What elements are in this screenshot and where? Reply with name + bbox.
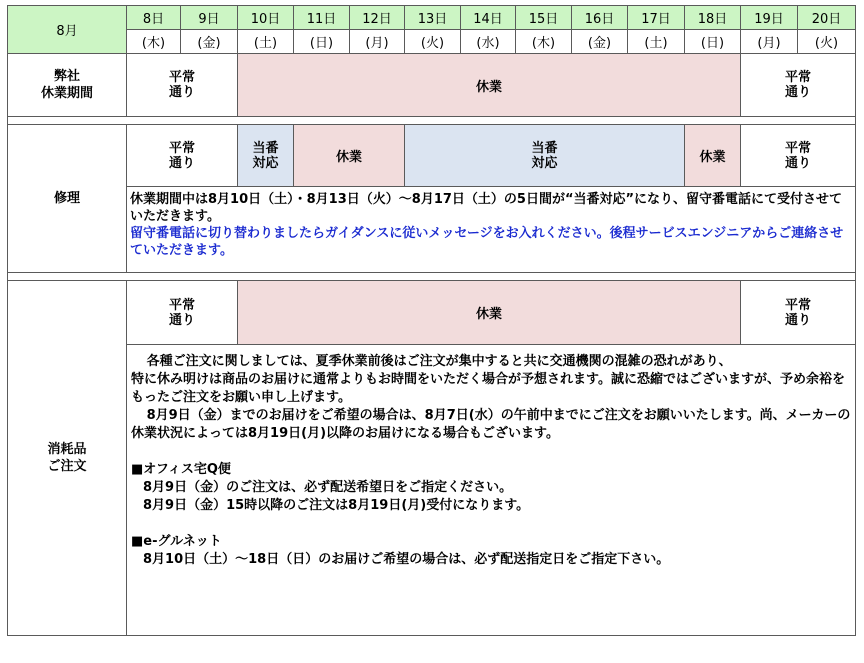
normal-text: 平常 [168, 70, 195, 85]
repair-row [8, 125, 856, 187]
separator-row [8, 273, 856, 281]
office-q-line: 8月9日（金）15時以降のご注文は8月19日(月)受付になります。 [143, 498, 530, 513]
repair-label: 修理 [8, 125, 127, 273]
date-cell: 18日 [685, 6, 741, 30]
date-cell: 10日 [238, 6, 294, 30]
duty-text: 当番 [531, 140, 558, 156]
normal-text: 通り [784, 155, 811, 171]
weekday-cell: (火) [405, 30, 461, 54]
separator [8, 117, 856, 125]
date-cell: 17日 [628, 6, 685, 30]
normal-text: 平常 [168, 297, 195, 313]
date-cell: 9日 [181, 6, 238, 30]
date-cell: 15日 [516, 6, 572, 30]
normal-hours-cell [127, 125, 238, 187]
normal-text: 通り [784, 312, 811, 328]
closed-cell: 休業 [294, 125, 405, 187]
company-closure-row [8, 54, 856, 117]
note-paragraph: 8月9日（金）までのお届けをご希望の場合は、8月7日(水）の午前中までにご注文をお願いいたします。尚、メーカーの休業状況によっては8月19日(月)以降のお届けになる場合もございます。 [131, 408, 851, 441]
duty-text: 対応 [531, 155, 558, 171]
label-line: 消耗品 [47, 442, 87, 457]
repair-note [127, 187, 856, 273]
separator-row [8, 117, 856, 125]
normal-text: 通り [784, 85, 811, 100]
label-line: ご注文 [47, 459, 87, 474]
holiday-schedule-table [7, 5, 856, 636]
repair-note-row [8, 187, 856, 273]
weekday-cell: (月) [350, 30, 405, 54]
date-cell: 20日 [798, 6, 856, 30]
normal-text: 平常 [784, 297, 811, 313]
normal-text: 平常 [784, 70, 811, 85]
month-cell: 8月 [8, 6, 127, 54]
closed-cell: 休業 [238, 281, 741, 345]
weekday-cell: (月) [741, 30, 798, 54]
closed-cell: 休業 [238, 54, 741, 117]
date-cell: 11日 [294, 6, 350, 30]
egurunet-title: ■e-グルネット [131, 534, 222, 549]
supplies-note [127, 345, 856, 636]
supplies-label [8, 281, 127, 636]
weekday-cell: (水) [461, 30, 516, 54]
label-line: 弊社 [53, 69, 80, 84]
repair-note-guidance: 留守番電話に切り替わりましたらガイダンスに従いメッセージをお入れください。後程サービスエンジニアからご連絡させていただきます。 [130, 226, 844, 258]
normal-hours-cell [741, 281, 856, 345]
duty-text: 当番 [252, 140, 279, 156]
weekday-row [8, 30, 856, 54]
normal-text: 通り [168, 312, 195, 328]
normal-text: 通り [168, 85, 195, 100]
on-duty-cell [405, 125, 685, 187]
office-q-title: ■オフィス宅Q便 [131, 462, 231, 477]
duty-text: 対応 [252, 155, 279, 171]
weekday-cell: (火) [798, 30, 856, 54]
note-paragraph: 各種ご注文に関しましては、夏季休業前後はご注文が集中すると共に交通機関の混雑の恐れがあり、 [146, 354, 732, 369]
closed-cell: 休業 [685, 125, 741, 187]
date-cell: 14日 [461, 6, 516, 30]
weekday-cell: (木) [516, 30, 572, 54]
on-duty-cell [238, 125, 294, 187]
company-closure-label [8, 54, 127, 117]
date-cell: 19日 [741, 6, 798, 30]
office-q-line: 8月9日（金）のご注文は、必ず配送希望日をご指定ください。 [143, 480, 513, 495]
weekday-cell: (土) [628, 30, 685, 54]
note-paragraph: 特に休み明けは商品のお届けに通常よりもお時間をいただく場合が予想されます。誠に恐縮ではございますが、予め余裕をもったご注文をお願い申し上げます。 [131, 372, 845, 405]
normal-text: 平常 [784, 140, 811, 156]
date-row [8, 6, 856, 30]
date-cell: 13日 [405, 6, 461, 30]
normal-hours-cell [127, 281, 238, 345]
weekday-cell: (金) [572, 30, 628, 54]
weekday-cell: (日) [294, 30, 350, 54]
egurunet-line: 8月10日（土）～18日（日）のお届けご希望の場合は、必ず配送指定日をご指定下さい。 [143, 552, 670, 567]
normal-hours-cell [741, 125, 856, 187]
weekday-cell: (土) [238, 30, 294, 54]
normal-hours-cell [127, 54, 238, 117]
weekday-cell: (木) [127, 30, 181, 54]
weekday-cell: (日) [685, 30, 741, 54]
normal-text: 平常 [168, 140, 195, 156]
normal-text: 通り [168, 155, 195, 171]
date-cell: 8日 [127, 6, 181, 30]
normal-hours-cell [741, 54, 856, 117]
label-line: 休業期間 [40, 86, 93, 101]
date-cell: 16日 [572, 6, 628, 30]
supplies-note-row [8, 345, 856, 636]
date-cell: 12日 [350, 6, 405, 30]
repair-note-text: 休業期間中は8月10日（土）・8月13日（火）～8月17日（土）の5日間が“当番対応”になり、留守番電話にて受付させていただきます。 [130, 192, 843, 224]
separator [8, 273, 856, 281]
weekday-cell: (金) [181, 30, 238, 54]
supplies-row [8, 281, 856, 345]
